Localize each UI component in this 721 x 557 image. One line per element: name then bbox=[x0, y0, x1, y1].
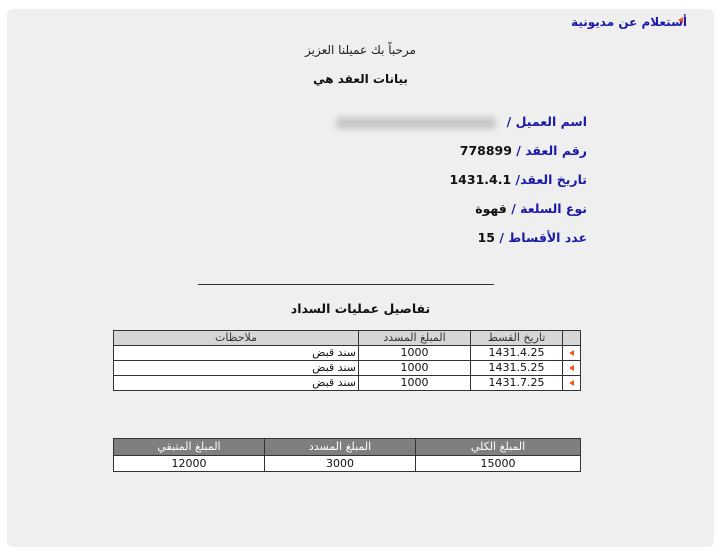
field-contract-number bbox=[460, 143, 587, 158]
field-product-type bbox=[475, 201, 587, 216]
cell-notes: سند قبض bbox=[114, 361, 359, 376]
table-row bbox=[114, 376, 581, 391]
section-divider bbox=[198, 284, 494, 285]
payments-table bbox=[113, 330, 581, 391]
header-remaining: المبلغ المتبقي bbox=[114, 439, 265, 456]
field-installments-count bbox=[478, 230, 587, 245]
inquiry-link[interactable]: أستعلام عن مديونية bbox=[571, 15, 687, 29]
row-bullet-icon bbox=[569, 350, 574, 356]
contract-title: بيانات العقد هي bbox=[313, 72, 408, 86]
value-remaining: 12000 bbox=[114, 456, 265, 472]
summary-table bbox=[113, 438, 581, 472]
field-value: 778899 bbox=[459, 143, 512, 158]
table-row bbox=[114, 361, 581, 376]
header-paid-total: المبلغ المسدد bbox=[265, 439, 416, 456]
cell-paid: 1000 bbox=[359, 361, 471, 376]
cell-paid: 1000 bbox=[359, 376, 471, 391]
cell-date: 1431.5.25 bbox=[471, 361, 563, 376]
row-bullet-cell bbox=[563, 361, 581, 376]
summary-values-row bbox=[114, 456, 581, 472]
header-date: تاريخ القسط bbox=[471, 331, 563, 346]
welcome-text: مرحباً بك عميلنا العزيز bbox=[305, 43, 416, 57]
field-label: تاريخ العقد/ bbox=[515, 172, 587, 187]
bullet-column-header bbox=[563, 331, 581, 346]
field-contract-date bbox=[449, 172, 587, 187]
payments-header-row bbox=[114, 331, 581, 346]
cell-paid: 1000 bbox=[359, 346, 471, 361]
field-value: 15 bbox=[477, 230, 496, 245]
field-value: 1431.4.1 bbox=[449, 172, 512, 187]
field-label: عدد الأقساط / bbox=[499, 230, 587, 245]
cell-date: 1431.7.25 bbox=[471, 376, 563, 391]
header-paid: المبلغ المسدد bbox=[359, 331, 471, 346]
value-paid-total: 3000 bbox=[265, 456, 416, 472]
value-total: 15000 bbox=[416, 456, 581, 472]
row-bullet-cell bbox=[563, 376, 581, 391]
header-notes: ملاحظات bbox=[114, 331, 359, 346]
field-label: نوع السلعة / bbox=[511, 201, 587, 216]
redacted-customer-name bbox=[336, 117, 496, 129]
summary-header-row bbox=[114, 439, 581, 456]
field-value: قهوة bbox=[475, 201, 507, 216]
row-bullet-icon bbox=[569, 365, 574, 371]
row-bullet-cell bbox=[563, 346, 581, 361]
cell-date: 1431.4.25 bbox=[471, 346, 563, 361]
field-customer-name bbox=[336, 114, 587, 129]
row-bullet-icon bbox=[569, 380, 574, 386]
table-row bbox=[114, 346, 581, 361]
cell-notes: سند قبض bbox=[114, 376, 359, 391]
field-label: رقم العقد / bbox=[516, 143, 587, 158]
field-label: اسم العميل / bbox=[506, 114, 587, 129]
cell-notes: سند قبض bbox=[114, 346, 359, 361]
payments-title: تفاصيل عمليات السداد bbox=[290, 301, 431, 316]
header-total: المبلغ الكلي bbox=[416, 439, 581, 456]
